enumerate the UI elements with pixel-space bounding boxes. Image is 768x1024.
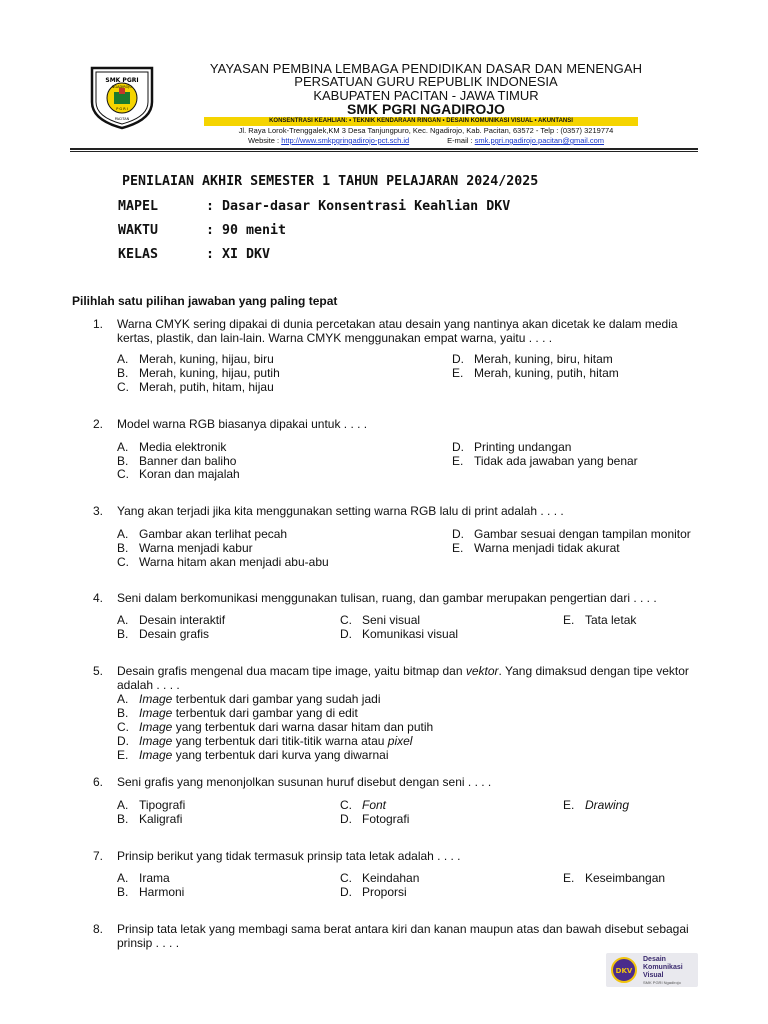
option-e[interactable]: E. Drawing [563,798,630,812]
option-d[interactable]: D. Komunikasi visual [340,627,459,641]
option-c[interactable]: C. Koran dan majalah [117,467,240,481]
option-a[interactable]: A. Gambar akan terlihat pecah [117,527,288,541]
option-c[interactable]: C. Keindahan [340,871,420,885]
svg-text:NGADIROJO: NGADIROJO [111,85,133,89]
option-b[interactable]: B. Desain grafis [117,627,210,641]
question-text: Model warna RGB biasanya dipakai untuk . . . . [117,417,368,431]
header-divider [70,148,698,150]
option-e[interactable]: E. Tidak ada jawaban yang benar [452,454,638,468]
instruction: Pilihlah satu pilihan jawaban yang paling tepat [72,294,338,308]
foundation-name: YAYASAN PEMBINA LEMBAGA PENDIDIKAN DASAR DAN MENENGAH [209,61,643,76]
dkv-badge-title: Desain Komunikasi Visual [643,956,683,979]
option-e[interactable]: E. Warna menjadi tidak akurat [452,541,620,555]
website-link[interactable]: http://www.smkpgringadirojo-pct.sch.id [281,136,410,145]
question-text: Seni grafis yang menonjolkan susunan huruf disebut dengan seni . . . . [117,775,492,789]
question-number: 6. [93,775,104,789]
question-text: Prinsip tata letak yang membagi sama berat antara kiri dan kanan maupun atas dan bawah disebut sebagai prinsip . . . . [117,922,689,950]
question-text: Prinsip berikut yang tidak termasuk prinsip tata letak adalah . . . . [117,849,461,863]
option-c[interactable]: C. Warna hitam akan menjadi abu-abu [117,555,329,569]
svg-text:PACITAN: PACITAN [114,117,130,121]
mapel-label: MAPEL [118,199,159,214]
question-text: Yang akan terjadi jika kita menggunakan setting warna RGB lalu di print adalah . . . . [117,504,564,518]
option-e[interactable]: E. Merah, kuning, putih, hitam [452,366,619,380]
option-d[interactable]: D. Fotografi [340,812,410,826]
option-a[interactable]: A. Image terbentuk dari gambar yang sudah jadi [117,692,381,706]
option-c[interactable]: C. Font [340,798,387,812]
question-number: 1. [93,317,104,331]
option-a[interactable]: A. Media elektronik [117,440,227,454]
option-d[interactable]: D. Merah, kuning, biru, hitam [452,352,613,366]
question-text: Warna CMYK sering dipakai di dunia percetakan atau desain yang nantinya akan dicetak ke dalam media kertas, plastik, dan lain-lain. Warna CMYK menggunakan empat warna, yaitu . . . . [117,317,678,345]
option-d[interactable]: D. Gambar sesuai dengan tampilan monitor [452,527,691,541]
email-link[interactable]: smk.pgri.ngadirojo.pacitan@gmail.com [474,136,605,145]
kelas-label: KELAS [118,247,159,262]
header-divider-thin [70,151,698,152]
question-number: 7. [93,849,104,863]
option-a[interactable]: A. Merah, kuning, hijau, biru [117,352,274,366]
option-c[interactable]: C. Merah, putih, hitam, hijau [117,380,274,394]
option-c[interactable]: C. Image yang terbentuk dari warna dasar hitam dan putih [117,720,434,734]
mapel-value: : Dasar-dasar Konsentrasi Keahlian DKV [206,199,511,214]
option-b[interactable]: B. Image terbentuk dari gambar yang di edit [117,706,358,720]
option-c[interactable]: C. Seni visual [340,613,421,627]
option-d[interactable]: D. Printing undangan [452,440,572,454]
question-number: 2. [93,417,104,431]
option-e[interactable]: E. Image yang terbentuk dari kurva yang diwarnai [117,748,389,762]
option-b[interactable]: B. Banner dan baliho [117,454,237,468]
question-text: Desain grafis mengenal dua macam tipe image, yaitu bitmap dan vektor. Yang dimaksud dengan tipe vektor adalah . . . . [117,664,689,692]
website-label: Website : [247,136,282,145]
option-a[interactable]: A. Irama [117,871,170,885]
option-b[interactable]: B. Kaligrafi [117,812,183,826]
question-number: 8. [93,922,104,936]
option-b[interactable]: B. Warna menjadi kabur [117,541,253,555]
option-d[interactable]: D. Image yang terbentuk dari titik-titik warna atau pixel [117,734,413,748]
option-a[interactable]: A. Desain interaktif [117,613,226,627]
option-e[interactable]: E. Keseimbangan [563,871,666,885]
kelas-value: : XI DKV [206,247,271,262]
question-number: 4. [93,591,104,605]
option-d[interactable]: D. Proporsi [340,885,407,899]
school-logo [86,62,158,130]
svg-text:DKV: DKV [615,967,633,975]
question-number: 5. [93,664,104,678]
question-number: 3. [93,504,104,518]
association-name: PERSATUAN GURU REPUBLIK INDONESIA [294,74,558,89]
contact-line [170,136,682,145]
option-a[interactable]: A. Tipografi [117,798,186,812]
waktu-value: : 90 menit [206,223,287,238]
svg-text:SMK PGRI: SMK PGRI [105,77,139,84]
school-name: SMK PGRI NGADIROJO [347,101,505,117]
school-address: Jl. Raya Lorok-Trenggalek,KM 3 Desa Tanjungpuro, Kec. Ngadirojo, Kab. Pacitan, 63572 - Telp : (0357) 3219774 [238,126,614,135]
dkv-logo-icon [611,957,637,983]
question-text: Seni dalam berkomunikasi menggunakan tulisan, ruang, dan gambar merupakan pengertian dari . . . . [117,591,657,605]
region-name: KABUPATEN PACITAN - JAWA TIMUR [313,88,539,103]
option-e[interactable]: E. Tata letak [563,613,637,627]
option-b[interactable]: B. Harmoni [117,885,185,899]
option-b[interactable]: B. Merah, kuning, hijau, putih [117,366,280,380]
dkv-badge-subtitle: SMK PGRI Ngadirojo [643,980,681,985]
exam-title: PENILAIAN AKHIR SEMESTER 1 TAHUN PELAJARAN 2024/2025 [122,174,539,189]
svg-text:P G R I: P G R I [116,107,128,111]
waktu-label: WAKTU [118,223,159,238]
email-label: E-mail : [447,136,475,145]
konsentrasi-banner: KONSENTRASI KEAHLIAN: • TEKNIK KENDARAAN RINGAN • DESAIN KOMUNIKASI VISUAL • AKUNTANSI [204,117,638,126]
